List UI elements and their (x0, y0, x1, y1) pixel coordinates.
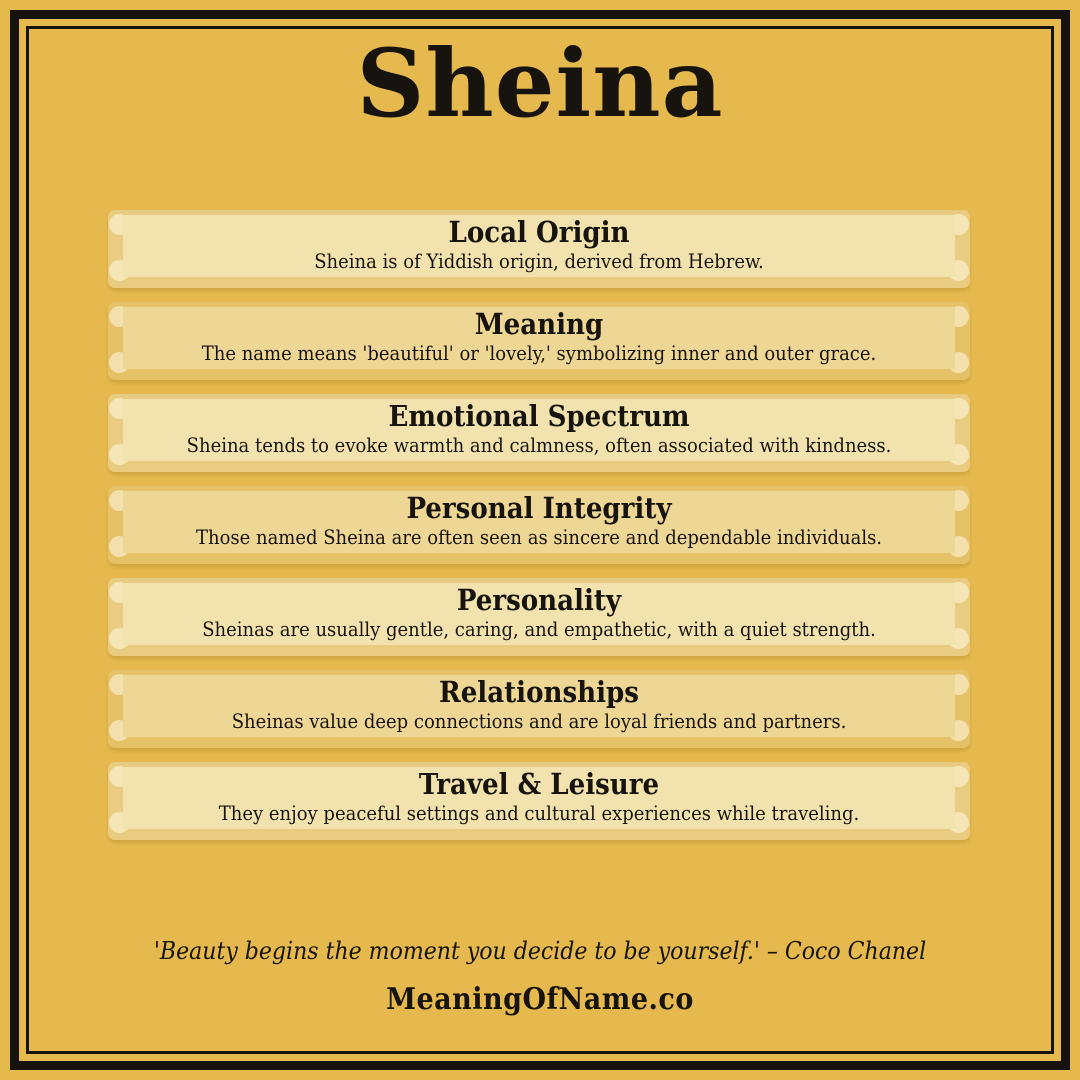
card-body-text: Sheina is of Yiddish origin, derived from Hebrew. (314, 248, 764, 273)
info-card (108, 302, 970, 380)
card-inner-panel (123, 399, 955, 461)
card-body-text: They enjoy peaceful settings and cultural experiences while traveling. (218, 800, 860, 825)
card-heading: Travel & Leisure (418, 767, 660, 801)
info-card (108, 578, 970, 656)
page-title: Sheina (356, 29, 724, 139)
card-body-text: Sheinas are usually gentle, caring, and empathetic, with a quiet strength. (202, 616, 876, 641)
card-heading: Meaning (474, 307, 604, 341)
info-card (108, 486, 970, 564)
card-body-text: Sheinas value deep connections and are loyal friends and partners. (231, 708, 847, 733)
card-heading: Emotional Spectrum (388, 399, 690, 433)
card-inner-panel (123, 583, 955, 645)
card-inner-panel (123, 491, 955, 553)
card-inner-panel (123, 767, 955, 829)
card-heading: Local Origin (448, 215, 630, 249)
info-card (108, 394, 970, 472)
card-body-text: Sheina tends to evoke warmth and calmness, often associated with kindness. (186, 432, 892, 457)
info-card (108, 762, 970, 840)
card-body-text: The name means 'beautiful' or 'lovely,' symbolizing inner and outer grace. (201, 340, 877, 365)
quote-text: 'Beauty begins the moment you decide to be yourself.' – Coco Chanel (153, 936, 927, 965)
card-inner-panel (123, 215, 955, 277)
cards-container (108, 210, 970, 854)
info-card (108, 210, 970, 288)
card-heading: Personality (456, 583, 622, 617)
brand-name: MeaningOfName.co (386, 982, 694, 1017)
card-body-text: Those named Sheina are often seen as sincere and dependable individuals. (195, 524, 883, 549)
card-heading: Personal Integrity (406, 491, 672, 525)
card-heading: Relationships (439, 675, 639, 709)
card-inner-panel (123, 675, 955, 737)
info-card (108, 670, 970, 748)
card-inner-panel (123, 307, 955, 369)
